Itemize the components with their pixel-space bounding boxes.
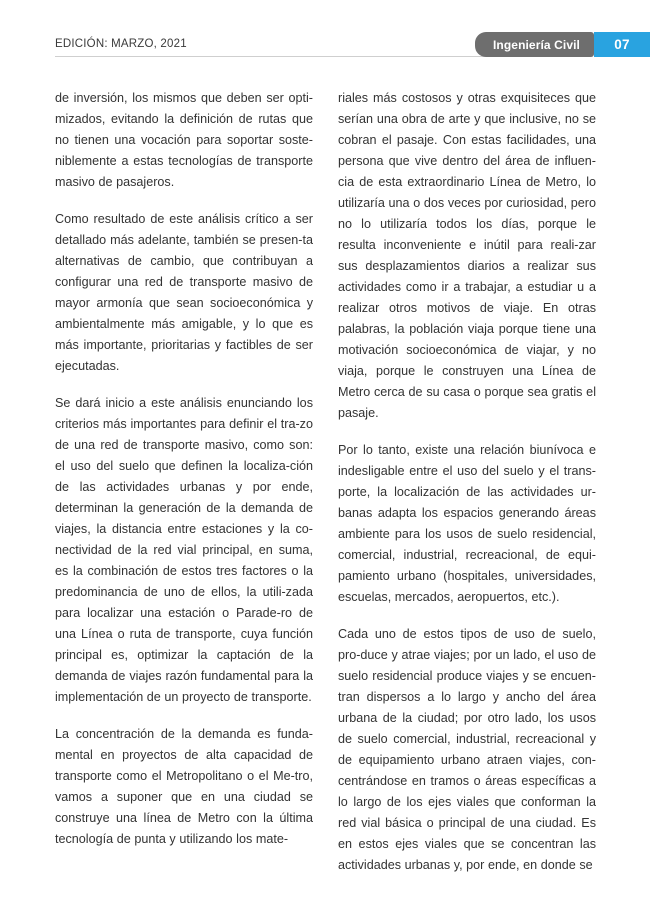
header-divider <box>55 56 540 57</box>
section-tab-label: Ingeniería Civil <box>493 37 580 52</box>
page-number-badge <box>594 32 650 57</box>
page-header <box>0 32 650 62</box>
paragraph: Cada uno de estos tipos de uso de suelo, pro-duce y atrae viajes; por un lado, el uso de suelo residencial produce viajes y se encuen-tran dispersos a lo largo y ancho del área urbana de la ciudad; por otro lado, los usos de suelo comercial, industrial, recreacional y de equipamiento urbano atraen viajes, con-centrándose en tramos o áreas específicas a lo largo de los ejes viales que conforman la red vial básica o principal de una ciudad. Es en estos ejes viales que se concentran las actividades urbanas y, por ende, en donde se <box>338 627 596 872</box>
paragraph: La concentración de la demanda es funda-mental en proyectos de alta capacidad de transporte como el Metropolitano o el Me-tro, vamos a suponer que en una ciudad se construye una línea de Metro con la última tecnología de punta y utilizando los mate- <box>55 727 313 846</box>
section-tab <box>475 32 594 57</box>
page-number-label: 07 <box>614 37 630 52</box>
paragraph: Por lo tanto, existe una relación biunívoca e indesligable entre el uso del suelo y el trans-porte, la localización de las actividades ur-banas adapta los espacios generando áreas ambiente para los usos de suelo residencial, comercial, industrial, recreacional, de equi-pamiento urbano (hospitales, universidades, escuelas, mercados, aeropuertos, etc.). <box>338 443 596 604</box>
paragraph: Se dará inicio a este análisis enunciando los criterios más importantes para definir el tra-zo de una red de transporte masivo, como son: el uso del suelo que definen la localiza-ción de las actividades urbanas y por ende, determinan la generación de la demanda de viajes, la distancia entre estaciones y la co-nectividad de la red vial principal, en suma, es la combinación de estos tres factores o la predominancia de uno de ellos, la utili-zada para localizar una estación o Parade-ro de una Línea o ruta de transporte, cuya función principal es, optimizar la captación de la demanda de viajes razón fundamental para la implementación de un proyecto de transporte. <box>55 396 313 704</box>
edition-label: EDICIÓN: MARZO, 2021 <box>55 38 187 50</box>
paragraph: riales más costosos y otras exquisiteces que serían una obra de arte y que inclusive, no se cobran el pasaje. Con estas facilidades, una persona que vive dentro del área de influen-cia de esta extraordinario Línea de Metro, lo utilizaría una o dos veces por curiosidad, pero no lo utilizaría todos los días, porque le resulta inconveniente e inútil para reali-zar sus desplazamientos diarios a realizar sus actividades como ir a trabajar, a estudiar u a realizar otros motivos de viaje. En otras palabras, la población viaja porque tiene una motivación socioeconómica de viajar, y no viaja, porque le construyen una Línea de Metro cerca de su casa o porque sea gratis el pasaje. <box>338 91 596 420</box>
paragraph: Como resultado de este análisis crítico a ser detallado más adelante, también se presen-ta alternativas de cambio, que contribuyan a configurar una red de transporte masivo de mayor armonía que sean socioeconómica y ambientalmente más amigable, y lo que es más importante, prioritarias y factibles de ser ejecutadas. <box>55 212 313 373</box>
paragraph: de inversión, los mismos que deben ser opti-mizados, evitando la definición de rutas que no tienen una vocación para soportar soste-niblemente a estas tecnologías de transporte masivo de pasajeros. <box>55 91 313 189</box>
left-column <box>55 88 313 876</box>
body-columns <box>55 88 595 876</box>
right-column <box>338 88 596 876</box>
